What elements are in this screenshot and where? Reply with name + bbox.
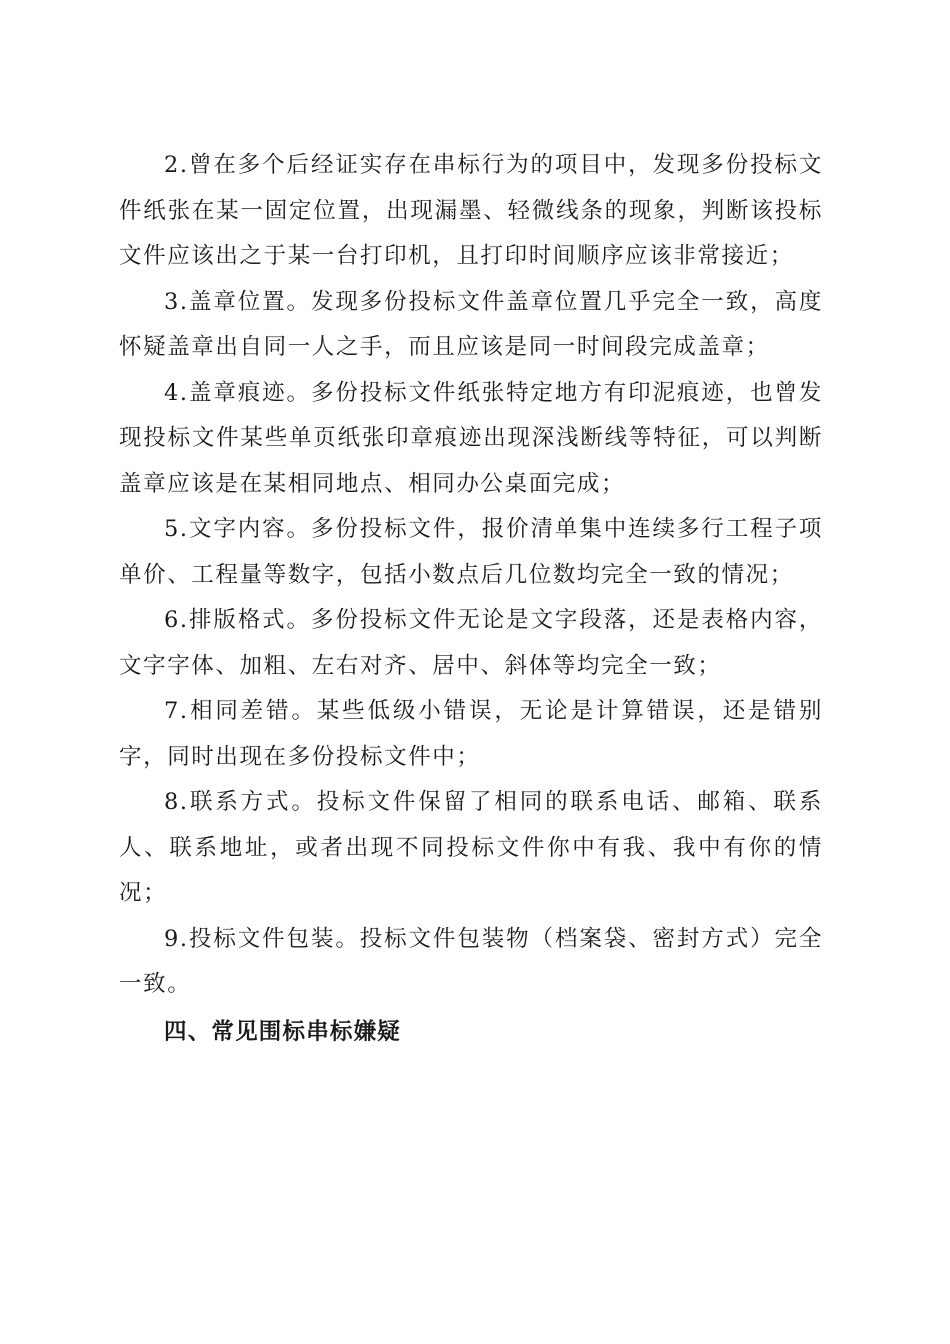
paragraph-layout-format: 6.排版格式。多份投标文件无论是文字段落，还是表格内容，文字字体、加粗、左右对齐、居中、斜体等均完全一致；: [119, 607, 823, 679]
paragraph-seal-position: 3.盖章位置。发现多份投标文件盖章位置几乎完全一致，高度怀疑盖章出自同一人之手，而且应该是同一时间段完成盖章；: [119, 288, 823, 360]
paragraph-printer-marks: 2.曾在多个后经证实存在串标行为的项目中，发现多份投标文件纸张在某一固定位置，出现漏墨、轻微线条的现象，判断该投标文件应该出之于某一台打印机，且打印时间顺序应该非常接近；: [119, 152, 823, 269]
paragraph-same-errors: 7.相同差错。某些低级小错误，无论是计算错误，还是错别字，同时出现在多份投标文件中；: [119, 698, 823, 770]
paragraph-seal-traces: 4.盖章痕迹。多份投标文件纸张特定地方有印泥痕迹，也曾发现投标文件某些单页纸张印章痕迹出现深浅断线等特征，可以判断盖章应该是在某相同地点、相同办公桌面完成；: [119, 379, 823, 497]
section-heading: 四、常见围标串标嫌疑: [164, 1018, 402, 1045]
paragraph-packaging: 9.投标文件包装。投标文件包装物（档案袋、密封方式）完全一致。: [119, 925, 823, 997]
paragraph-contact-info: 8.联系方式。投标文件保留了相同的联系电话、邮箱、联系人、联系地址，或者出现不同投标文件你中有我、我中有你的情况；: [119, 789, 823, 906]
paragraph-text-content: 5.文字内容。多份投标文件，报价清单集中连续多行工程子项单价、工程量等数字，包括小数点后几位数均完全一致的情况；: [119, 516, 823, 588]
document-page: [119, 143, 823, 1055]
